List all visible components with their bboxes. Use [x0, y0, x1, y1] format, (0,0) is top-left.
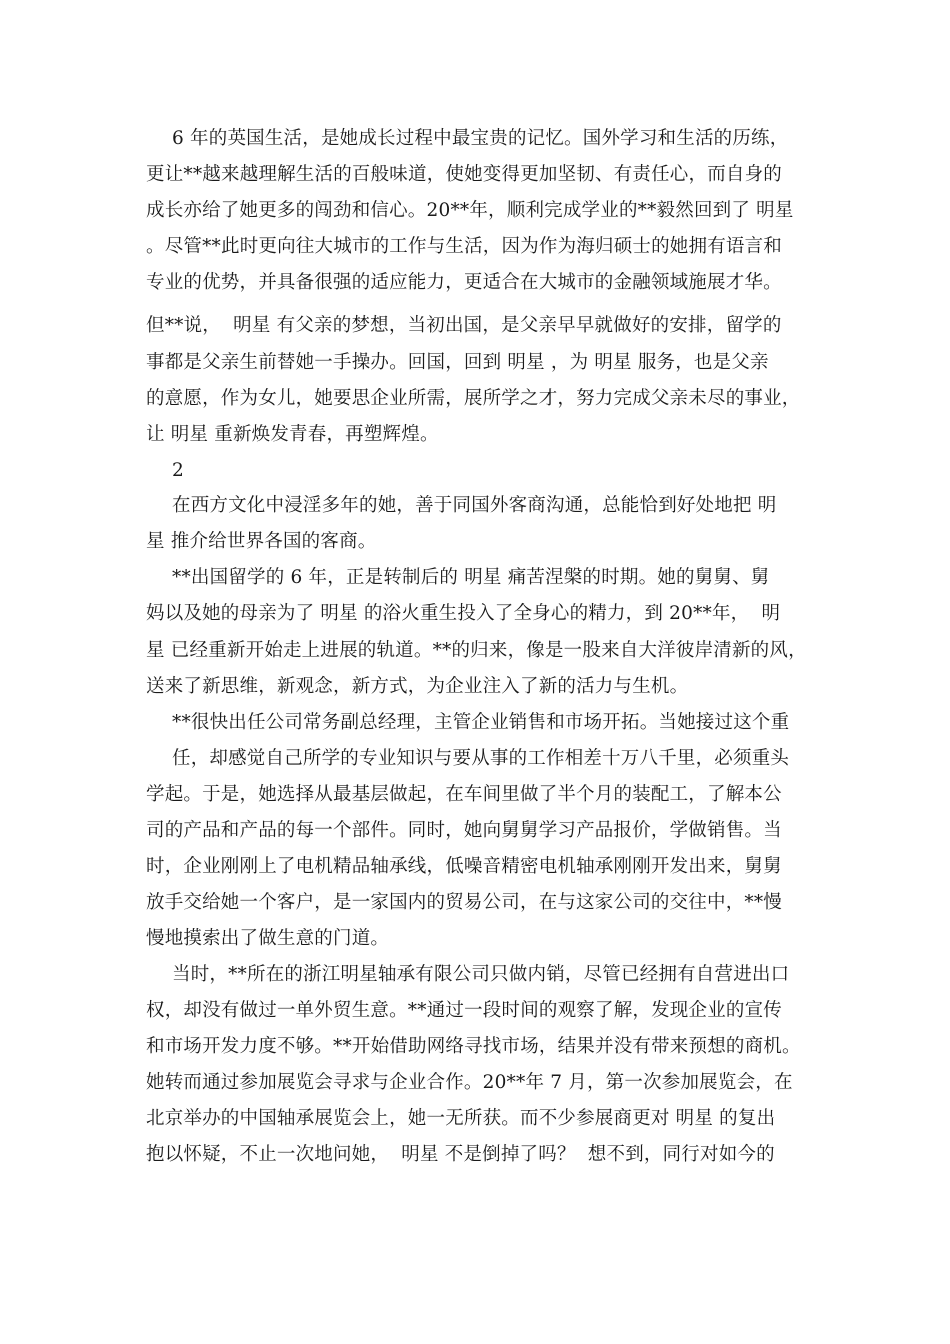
- text-line: 让 明星 重新焕发青春，再塑辉煌。: [146, 424, 439, 445]
- text-line: 妈以及她的母亲为了 明星 的浴火重生投入了全身心的精力，到 20**年， 明: [146, 603, 781, 624]
- text-line: 和市场开发力度不够。**开始借助网络寻找市场，结果并没有带来预想的商机。: [146, 1036, 801, 1057]
- text-line: 事都是父亲生前替她一手操办。回国，回到 明星 ，为 明星 服务，也是父亲: [146, 352, 769, 373]
- text-line: 星 推介给世界各国的客商。: [146, 531, 377, 552]
- text-line: **出国留学的 6 年，正是转制后的 明星 痛苦涅槃的时期。她的舅舅、舅: [172, 567, 770, 588]
- text-line: 放手交给她一个客户，是一家国内的贸易公司，在与这家公司的交往中，**慢: [146, 892, 783, 913]
- text-line: 更让**越来越理解生活的百般味道，使她变得更加坚韧、有责任心，而自身的: [146, 164, 783, 185]
- text-line: 但**说， 明星 有父亲的梦想，当初出国，是父亲早早就做好的安排，留学的: [146, 315, 782, 336]
- text-line: 北京举办的中国轴承展览会上，她一无所获。而不少参展商更对 明星 的复出: [146, 1108, 776, 1129]
- text-line: **很快出任公司常务副总经理，主管企业销售和市场开拓。当她接过这个重: [172, 712, 790, 733]
- text-line: 送来了新思维，新观念，新方式，为企业注入了新的活力与生机。: [146, 676, 689, 697]
- text-line: 权，却没有做过一单外贸生意。**通过一段时间的观察了解，发现企业的宣传: [146, 1000, 783, 1021]
- text-line: 专业的优势，并具备很强的适应能力，更适合在大城市的金融领域施展才华。: [146, 272, 782, 293]
- text-line: 的意愿，作为女儿，她要思企业所需，展所学之才，努力完成父亲未尽的事业，: [146, 388, 801, 409]
- text-line: 慢地摸索出了做生意的门道。: [146, 928, 390, 949]
- text-line: 。尽管**此时更向往大城市的工作与生活，因为作为海归硕士的她拥有语言和: [146, 236, 783, 257]
- text-line: 6 年的英国生活，是她成长过程中最宝贵的记忆。国外学习和生活的历练，: [172, 128, 789, 149]
- text-line: 时，企业刚刚上了电机精品轴承线，低噪音精密电机轴承刚刚开发出来，舅舅: [146, 856, 782, 877]
- text-line: 当时，**所在的浙江明星轴承有限公司只做内销，尽管已经拥有自营进出口: [172, 964, 790, 985]
- text-line: 任，却感觉自己所学的专业知识与要从事的工作相差十万八千里，必须重头: [172, 748, 790, 769]
- text-line: 成长亦给了她更多的闯劲和信心。20**年，顺利完成学业的**毅然回到了 明星: [146, 200, 794, 221]
- text-line: 星 已经重新开始走上进展的轨道。**的归来，像是一股来自大洋彼岸清新的风，: [146, 640, 807, 661]
- text-line: 她转而通过参加展览会寻求与企业合作。20**年 7 月，第一次参加展览会，在: [146, 1072, 793, 1093]
- text-line: 学起。于是，她选择从最基层做起，在车间里做了半个月的装配工，了解本公: [146, 784, 782, 805]
- text-line: 司的产品和产品的每一个部件。同时，她向舅舅学习产品报价，学做销售。当: [146, 820, 782, 841]
- text-line: 抱以怀疑，不止一次地问她， 明星 不是倒掉了吗？ 想不到，同行对如今的: [146, 1144, 775, 1165]
- text-line: 2: [172, 460, 184, 481]
- text-line: 在西方文化中浸淫多年的她，善于同国外客商沟通，总能恰到好处地把 明: [172, 495, 777, 516]
